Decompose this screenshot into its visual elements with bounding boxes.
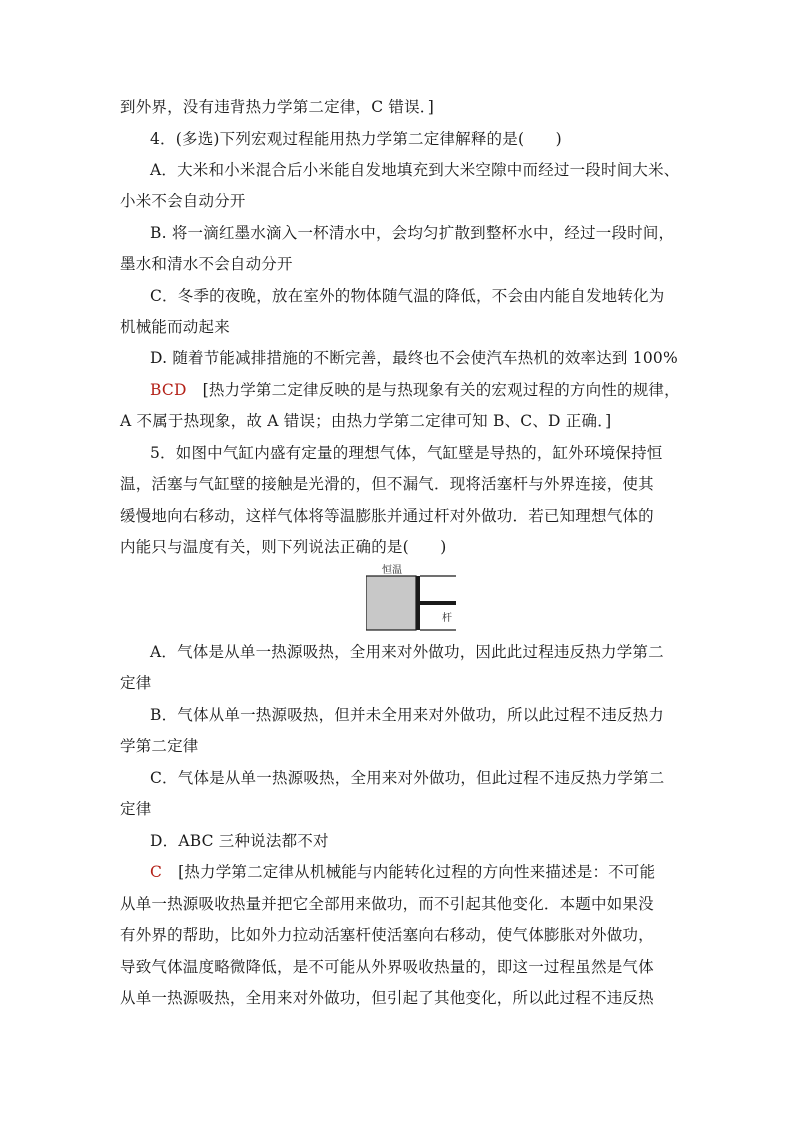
answer-5-line-4: 导致气体温度略微降低，是不可能从外界吸收热量的，即这一过程虽然是气体 [120, 958, 654, 976]
option-a-line-2: 定律 [120, 674, 152, 692]
answer-5-line-5: 从单一热源吸热，全用来对外做功，但引起了其他变化，所以此过程不违反热 [120, 989, 654, 1007]
answer-4-line-2: A 不属于热现象，故 A 错误；由热力学第二定律可知 B、C、D 正确．] [120, 412, 612, 430]
option-c-line-1: C．冬季的夜晚，放在室外的物体随气温的降低，不会由内能自发地转化为 [150, 287, 665, 305]
cylinder-gas [366, 576, 416, 630]
answer-4-explanation: [热力学第二定律反映的是与热现象有关的宏观过程的方向性的规律， [202, 381, 680, 399]
answer-5-key: C [150, 863, 163, 881]
option-c-line-2: 机械能而动起来 [120, 318, 230, 336]
answer-5-line-2: 从单一热源吸收热量并把它全部用来做功，而不引起其他变化．本题中如果没 [120, 895, 654, 913]
question-5-line-2: 温，活塞与气缸壁的接触是光滑的，但不漏气．现将活塞杆与外界连接，使其 [120, 475, 654, 493]
option-b-line-1: B. 将一滴红墨水滴入一杯清水中，会均匀扩散到整杯水中，经过一段时间， [150, 224, 675, 242]
option-d-line: D. 随着节能减排措施的不断完善，最终也不会使汽车热机的效率达到 100% [150, 349, 678, 367]
option-b-line-2: 墨水和清水不会自动分开 [120, 255, 293, 273]
option-d-line: D．ABC 三种说法都不对 [150, 832, 329, 850]
question-4-stem: 4．(多选)下列宏观过程能用热力学第二定律解释的是( ) [150, 130, 562, 148]
text-line: 到外界，没有违背热力学第二定律，C 错误．] [120, 98, 434, 116]
option-b-line-2: 学第二定律 [120, 737, 199, 755]
piston-rod [420, 601, 456, 605]
option-a-line-1: A．大米和小米混合后小米能自发地填充到大米空隙中而经过一段时间大米、 [150, 161, 680, 179]
option-c-line-1: C．气体是从单一热源吸热，全用来对外做功，但此过程不违反热力学第二 [150, 769, 665, 787]
option-b-line-1: B．气体从单一热源吸热，但并未全用来对外做功，所以此过程不违反热力 [150, 706, 664, 724]
option-a-line-1: A．气体是从单一热源吸热，全用来对外做功，因此此过程违反热力学第二 [150, 643, 664, 661]
answer-4-key: BCD [150, 381, 187, 399]
label-constant-temperature: 恒温 [382, 565, 402, 576]
answer-5-line-1 [150, 862, 655, 882]
answer-5-line-3: 有外界的帮助，比如外力拉动活塞杆使活塞向右移动，使气体膨胀对外做功， [120, 926, 654, 944]
label-rod: 杆 [442, 613, 452, 624]
answer-4-line-1 [150, 380, 680, 400]
question-5-line-3: 缓慢地向右移动，这样气体将等温膨胀并通过杆对外做功．若已知理想气体的 [120, 507, 654, 525]
option-c-line-2: 定律 [120, 800, 152, 818]
cylinder-svg [366, 564, 458, 634]
question-5-line-4: 内能只与温度有关，则下列说法正确的是( ) [120, 538, 447, 556]
piston [416, 576, 420, 630]
answer-5-explanation: [热力学第二定律从机械能与内能转化过程的方向性来描述是：不可能 [178, 863, 656, 881]
question-5-line-1: 5．如图中气缸内盛有定量的理想气体，气缸壁是导热的，缸外环境保持恒 [150, 444, 663, 462]
cylinder-diagram [366, 564, 458, 634]
option-a-line-2: 小米不会自动分开 [120, 192, 246, 210]
